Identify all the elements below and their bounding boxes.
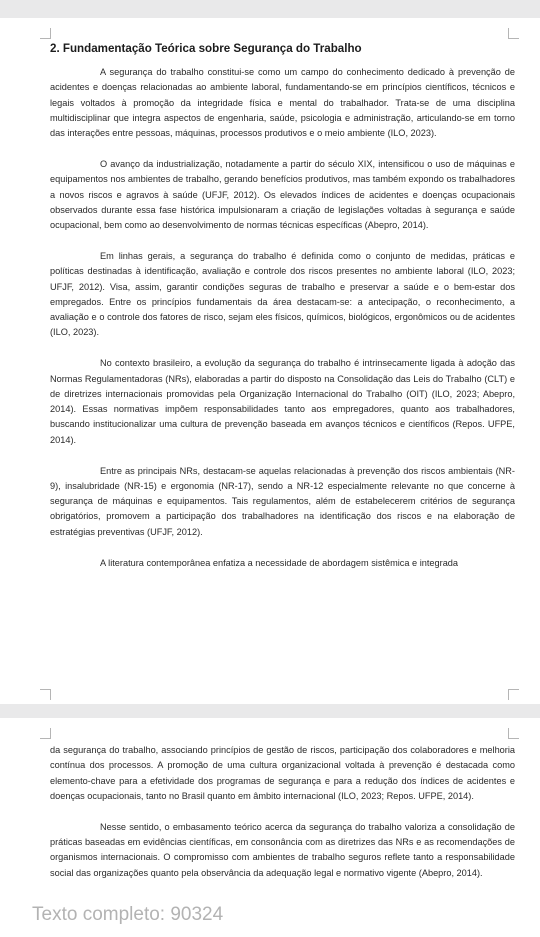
- full-text-count-label: Texto completo: 90324: [32, 904, 224, 925]
- document-page-1: [0, 18, 540, 704]
- paragraph: da segurança do trabalho, associando princípios de gestão de riscos, participação dos colaboradores e melhoria contínua dos processos. A promoção de uma cultura organizacional voltada à prevenção é destacada como elemento-chave para a efetividade dos programas de segurança e para a redução dos índices de acidentes e doenças ocupacionais, tanto no Brasil quanto em âmbito internacional (ILO, 2023; Repos. UFPE, 2014).: [50, 745, 515, 801]
- paragraph: Em linhas gerais, a segurança do trabalho é definida como o conjunto de medidas, práticas e políticas destinadas à identificação, avaliação e controle dos riscos presentes no ambiente laboral (ILO, 2023; UFJF, 2012). Visa, assim, garantir condições seguras de trabalho e preservar a saúde e o bem-estar dos empregados. Entre os princípios fundamentais da área destacam-se: a antecipação, o reconhecimento, a avaliação e o controle dos fatores de risco, sejam eles físicos, químicos, biológicos, ergonômicos ou de acidentes (ILO, 2023).: [50, 250, 515, 338]
- page-1-content: [50, 41, 515, 586]
- page-corner-mark: [40, 28, 51, 39]
- paragraph: Nesse sentido, o embasamento teórico acerca da segurança do trabalho valoriza a consolidação de práticas baseadas em evidências científicas, em consonância com as diretrizes das NRs e as recomendações de organismos internacionais. O compromisso com ambientes de trabalho seguros reflete tanto a responsabilidade social das organizações quanto pela observância da adequação legal e normativo vigente (Abepro, 2014).: [50, 821, 515, 878]
- page-corner-mark: [508, 28, 519, 39]
- paragraph: O avanço da industrialização, notadamente a partir do século XIX, intensificou o uso de máquinas e equipamentos nos ambientes de trabalho, gerando benefícios produtivos, mas também expondo os trabalhadores a novos riscos e agravos à saúde (UFJF, 2012). Os elevados índices de acidentes e doenças ocupacionais observados durante essa fase histórica impulsionaram a criação de legislações voltadas à segurança e saúde ocupacional, bem como ao desenvolvimento de normas técnicas específicas (Abepro, 2014).: [50, 158, 515, 231]
- page-corner-mark: [40, 689, 51, 700]
- page-corner-mark: [508, 728, 519, 739]
- page-2-content: [50, 743, 515, 896]
- section-title: 2. Fundamentação Teórica sobre Segurança do Trabalho: [50, 42, 362, 55]
- page-corner-mark: [508, 689, 519, 700]
- paragraph: Entre as principais NRs, destacam-se aquelas relacionadas à prevenção dos riscos ambientais (NR-9), insalubridade (NR-15) e ergonomia (NR-17), sendo a NR-12 especialmente relevante no que concerne à segurança de máquinas e equipamentos. Tais regulamentos, além de estabelecerem critérios de segurança obrigatórios, promovem a participação dos trabalhadores na identificação dos riscos e na elaboração de estratégias preventivas (UFJF, 2012).: [50, 465, 515, 537]
- paragraph: A literatura contemporânea enfatiza a necessidade de abordagem sistêmica e integrada: [100, 557, 459, 568]
- paragraph: A segurança do trabalho constitui-se como um campo do conhecimento dedicado à prevenção de acidentes e doenças relacionadas ao ambiente laboral, fundamentando-se em princípios científicos, técnicos e legais voltados à promoção da integridade física e mental do trabalhador. Trata-se de uma disciplina multidisciplinar que integra aspectos de engenharia, saúde, psicologia e administração, articulando-se em torno das interações entre pessoas, máquinas, processos produtivos e o meio ambiente (ILO, 2023).: [50, 67, 515, 139]
- paragraph: No contexto brasileiro, a evolução da segurança do trabalho é intrinsecamente ligada à adoção das Normas Regulamentadoras (NRs), elaboradas a partir do disposto na Consolidação das Leis do Trabalho (CLT) e de diretrizes internacionais promovidas pela Organização Internacional do Trabalho (OIT) (ILO, 2023; Abepro, 2014). Essas normativas impõem responsabilidades tanto aos empregadores, quanto aos trabalhadores, buscando institucionalizar uma cultura de prevenção baseada em avanços técnicos e científicos (Repos. UFPE, 2014).: [50, 358, 515, 445]
- page-corner-mark: [40, 728, 51, 739]
